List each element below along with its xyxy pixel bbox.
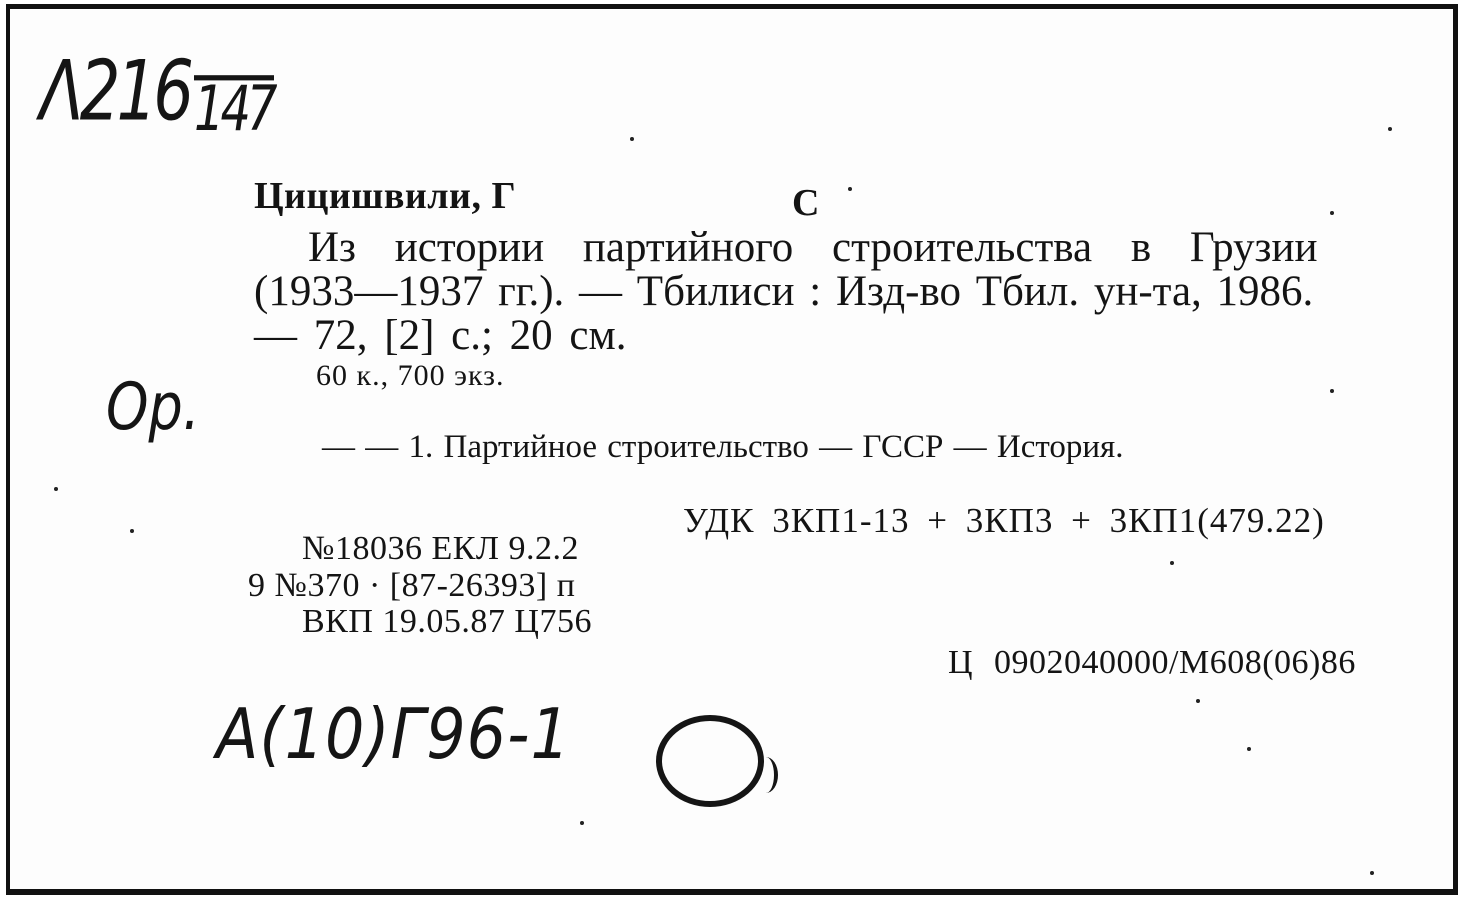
print-speck bbox=[580, 821, 584, 825]
print-speck bbox=[848, 187, 852, 191]
index-code: Ц 0902040000/М608(06)86 bbox=[948, 644, 1356, 681]
registration-line-2: 9 №370 · [87-26393] п bbox=[248, 567, 576, 604]
print-speck bbox=[1196, 699, 1200, 703]
title-line-3: — 72, [2] с.; 20 см. bbox=[254, 312, 627, 359]
registration-line-3: ВКП 19.05.87 Ц756 bbox=[302, 603, 592, 640]
print-speck bbox=[1330, 211, 1334, 215]
print-speck bbox=[54, 487, 58, 491]
author-surname: Цицишвили, Г bbox=[254, 175, 517, 217]
print-speck bbox=[1170, 561, 1174, 565]
catalog-card bbox=[6, 4, 1458, 895]
title-line-1: Из истории партийного строительства в Грузии bbox=[308, 224, 1318, 271]
print-speck bbox=[630, 137, 634, 141]
title-line-2: (1933—1937 гг.). — Тбилиси : Изд-во Тбил. ун-та, 1986. bbox=[254, 268, 1314, 315]
print-speck bbox=[1388, 127, 1392, 131]
print-speck bbox=[1370, 871, 1374, 875]
print-speck bbox=[130, 529, 134, 533]
shelf-mark-sub: 147 bbox=[193, 73, 274, 146]
handwritten-bottom-code: A(10)Г96-1 bbox=[216, 693, 571, 775]
author-initial: С bbox=[792, 182, 820, 224]
subject-heading: — — 1. Партийное строительство — ГССР — История. bbox=[322, 429, 1124, 465]
handwritten-shelf-mark bbox=[40, 44, 274, 146]
price-and-print-run: 60 к., 700 экз. bbox=[316, 359, 505, 392]
registration-line-1: №18036 ЕКЛ 9.2.2 bbox=[302, 530, 579, 567]
shelf-mark-main: Λ216 bbox=[40, 44, 190, 141]
udc-classification: УДК 3КП1-13 + 3КП3 + 3КП1(479.22) bbox=[683, 501, 1325, 540]
print-speck bbox=[1247, 747, 1251, 751]
circular-stamp-mark bbox=[656, 715, 764, 807]
print-speck bbox=[1330, 389, 1334, 393]
handwritten-marginal-note: Оp. bbox=[106, 369, 200, 445]
